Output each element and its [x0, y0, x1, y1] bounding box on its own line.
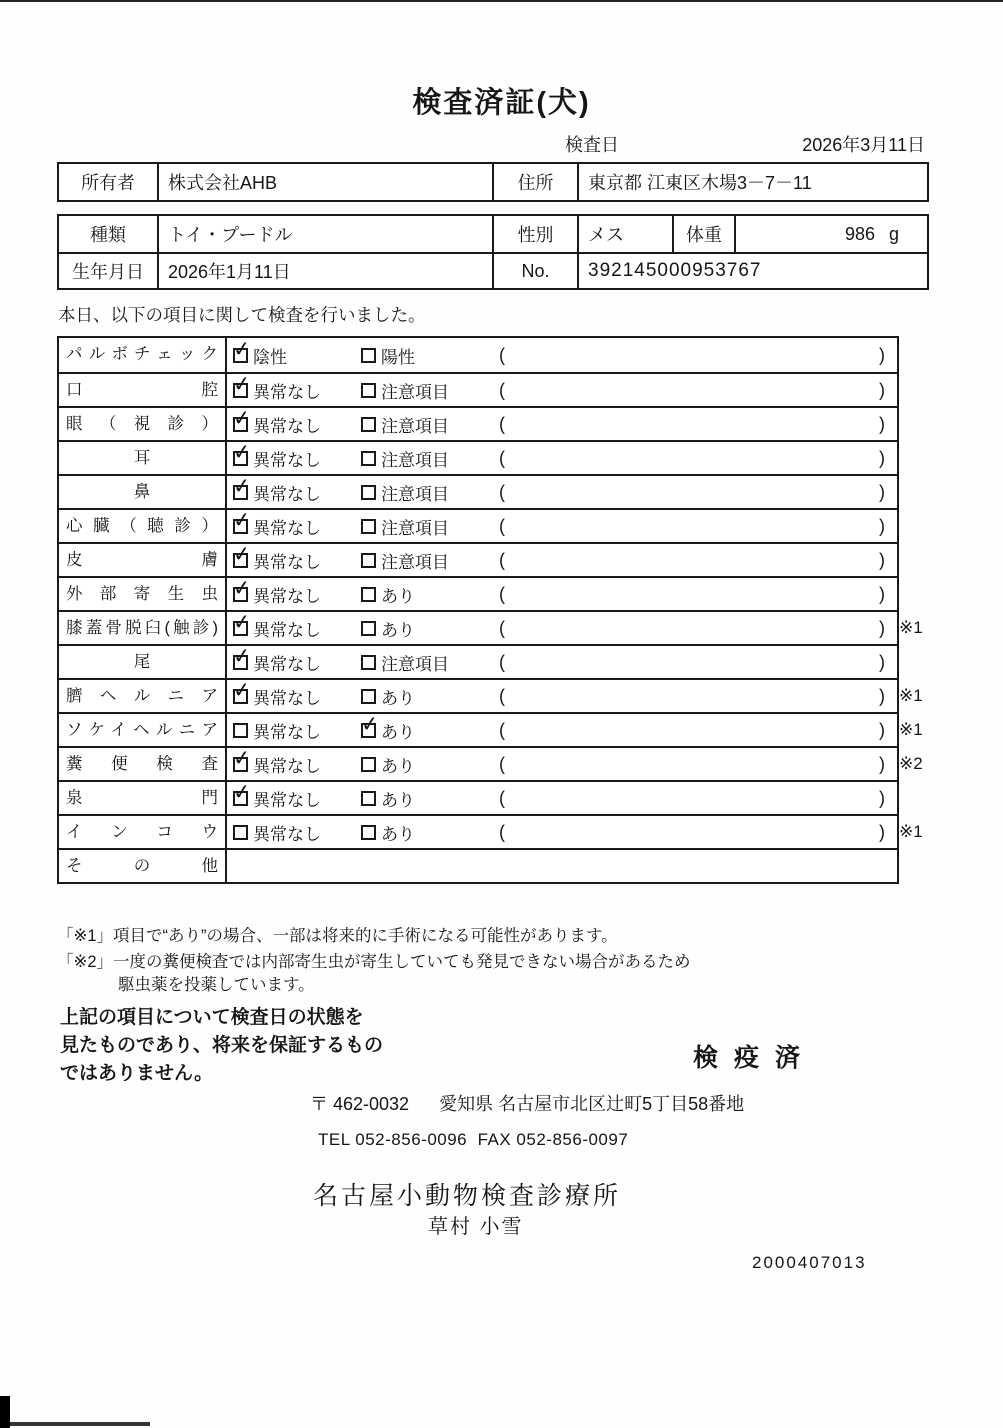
checkbox-label: 異常なし [253, 722, 321, 742]
checklist-row [59, 576, 897, 610]
pet-row-2 [59, 252, 927, 288]
checkbox-unchecked[interactable] [361, 519, 376, 534]
comment-paren-open: ( [499, 617, 505, 638]
checklist-item-label: 鼻 [59, 476, 227, 508]
checkbox-option [233, 446, 361, 471]
comment-paren-close: ) [879, 719, 885, 740]
checkbox-unchecked[interactable] [361, 553, 376, 568]
checklist-row [59, 372, 897, 406]
checkbox-label: あり [381, 586, 415, 606]
checkbox-unchecked[interactable] [361, 587, 376, 602]
comment-paren-close: ) [879, 685, 885, 706]
footnote-mark: ※1 [899, 720, 923, 739]
checkbox-label: 異常なし [253, 756, 321, 776]
comment-paren-open: ( [499, 447, 505, 468]
checkbox-option [361, 343, 499, 368]
checkbox-option [361, 514, 499, 539]
checkbox-unchecked[interactable] [361, 825, 376, 840]
checklist-row [59, 848, 897, 882]
checkbox-checked[interactable] [233, 451, 248, 466]
clinic-address: 愛知県 名古屋市北区辻町5丁目58番地 [439, 1094, 745, 1114]
clinic-address-line [310, 1090, 744, 1116]
inspection-checklist-table [57, 336, 923, 884]
checkbox-checked[interactable] [361, 723, 376, 738]
comment-paren-open: ( [499, 379, 505, 400]
checklist-item-label: 耳 [59, 442, 227, 474]
checkbox-label: 異常なし [253, 382, 321, 402]
checklist-item-label: 心臓（聴診） [59, 510, 227, 542]
checklist-row [59, 814, 923, 848]
checklist-item-label: 尾 [59, 646, 227, 678]
comment-paren-open: ( [499, 821, 505, 842]
checklist-item-label: その他 [59, 850, 227, 882]
checkbox-label: 注意項目 [381, 450, 449, 470]
checklist-row-body [227, 510, 897, 542]
checklist-row [59, 508, 897, 542]
checklist-item-label: パルボチェック [59, 338, 227, 372]
birthdate-label: 生年月日 [72, 262, 144, 282]
checklist-row-body [227, 374, 897, 406]
weight-label: 体重 [672, 216, 734, 252]
checkbox-option [233, 548, 361, 573]
checkbox-label: 異常なし [253, 790, 321, 810]
checkbox-option [361, 616, 499, 641]
checklist-item-label: 膝蓋骨脱臼(触診) [59, 612, 227, 644]
scan-artifact [0, 0, 1003, 2]
checkbox-unchecked[interactable] [361, 757, 376, 772]
comment-paren-close: ) [879, 447, 885, 468]
checkbox-unchecked[interactable] [233, 723, 248, 738]
checkbox-unchecked[interactable] [361, 791, 376, 806]
checkbox-label: あり [381, 824, 415, 844]
checklist-item-label: ソケイヘルニア [59, 714, 227, 746]
checkbox-label: 異常なし [253, 450, 321, 470]
checklist-row-body [227, 748, 897, 780]
checklist-item-label: インコウ [59, 816, 227, 848]
comment-paren-open: ( [499, 651, 505, 672]
checklist-item-label: 皮膚 [59, 544, 227, 576]
checkbox-label: 陽性 [381, 347, 415, 367]
checkbox-label: あり [381, 756, 415, 776]
disclaimer-text [60, 1004, 383, 1088]
owner-label: 所有者 [81, 173, 135, 193]
checkbox-unchecked[interactable] [233, 825, 248, 840]
checkbox-option [361, 480, 499, 505]
checkbox-unchecked[interactable] [361, 451, 376, 466]
checklist-row-body [227, 816, 897, 848]
checkbox-option [361, 684, 499, 709]
comment-paren-close: ) [879, 413, 885, 434]
checkbox-option [361, 412, 499, 437]
disclaimer-line-1: 上記の項目について検査日の状態を [60, 1007, 364, 1028]
certificate-no-value: 392145000953767 [577, 254, 927, 288]
checkbox-option [361, 650, 499, 675]
comment-paren-close: ) [879, 379, 885, 400]
comment-paren-open: ( [499, 344, 505, 365]
checkbox-checked[interactable] [233, 621, 248, 636]
checkbox-label: あり [381, 620, 415, 640]
quarantine-stamp: 検疫済 [693, 1044, 817, 1072]
checkbox-option [233, 412, 361, 437]
owner-row [59, 164, 927, 200]
checkbox-unchecked[interactable] [361, 348, 376, 363]
address-label: 住所 [492, 164, 577, 200]
checklist-row [59, 712, 923, 746]
footnote-mark: ※1 [899, 822, 923, 841]
checklist-row-body [227, 338, 897, 372]
breed-label: 種類 [90, 225, 126, 245]
address-value: 東京都 江東区木場3－7－11 [577, 164, 927, 200]
checklist-row [59, 542, 897, 576]
checkbox-label: 異常なし [253, 654, 321, 674]
checklist-row [59, 780, 897, 814]
breed-value: トイ・プードル [157, 216, 492, 252]
footnote-mark: ※2 [899, 754, 923, 773]
comment-paren-open: ( [499, 583, 505, 604]
checkbox-label: 注意項目 [381, 654, 449, 674]
checkbox-label: 異常なし [253, 688, 321, 708]
checkbox-checked[interactable] [233, 417, 248, 432]
checkbox-label: あり [381, 790, 415, 810]
birthdate-value: 2026年1月11日 [157, 254, 492, 288]
weight-unit: g [888, 223, 899, 244]
comment-paren-open: ( [499, 753, 505, 774]
owner-value: 株式会社AHB [157, 164, 492, 200]
checkbox-option [361, 446, 499, 471]
checkbox-label: 異常なし [253, 484, 321, 504]
checkbox-label: 注意項目 [381, 416, 449, 436]
comment-paren-open: ( [499, 515, 505, 536]
checkbox-option [233, 752, 361, 777]
owner-info-table [57, 162, 929, 202]
checkbox-unchecked[interactable] [361, 485, 376, 500]
examiner-name: 草村 小雪 [428, 1216, 524, 1238]
checkbox-checked[interactable] [233, 348, 248, 363]
checklist-row-body [227, 442, 897, 474]
comment-paren-close: ) [879, 583, 885, 604]
clinic-postal-code: 〒 462-0032 [310, 1094, 410, 1114]
checklist-item-label: 臍ヘルニア [59, 680, 227, 712]
comment-paren-close: ) [879, 617, 885, 638]
checklist-row-body [227, 782, 897, 814]
checkbox-label: 注意項目 [381, 518, 449, 538]
checkbox-checked[interactable] [233, 383, 248, 398]
checkbox-option [233, 616, 361, 641]
footnote-2-line-2: 駆虫薬を投薬しています。 [118, 976, 315, 994]
checklist-row [59, 678, 923, 712]
weight-value: 986 [844, 223, 875, 244]
checkbox-checked[interactable] [233, 553, 248, 568]
checkbox-checked[interactable] [233, 791, 248, 806]
checkbox-checked[interactable] [233, 689, 248, 704]
checkbox-option [361, 548, 499, 573]
checkbox-option [233, 582, 361, 607]
checkbox-option [233, 820, 361, 845]
checklist-row-body [227, 680, 897, 712]
comment-paren-open: ( [499, 719, 505, 740]
checkbox-option [233, 684, 361, 709]
checkbox-checked[interactable] [233, 519, 248, 534]
checklist-row-body [227, 850, 897, 882]
checkbox-option [361, 718, 499, 743]
comment-paren-open: ( [499, 685, 505, 706]
sex-label: 性別 [492, 216, 577, 252]
footnote-mark: ※1 [899, 686, 923, 705]
checklist-row-body [227, 476, 897, 508]
comment-paren-close: ) [879, 549, 885, 570]
clinic-name: 名古屋小動物検査診療所 [313, 1182, 622, 1210]
inspection-date-label: 検査日 [565, 135, 619, 155]
checkbox-option [361, 786, 499, 811]
inspection-date-row [565, 131, 925, 157]
checkbox-label: 異常なし [253, 824, 321, 844]
checklist-item-label: 泉門 [59, 782, 227, 814]
checkbox-unchecked[interactable] [361, 689, 376, 704]
certificate-no-label: No. [492, 254, 577, 288]
document-number: 2000407013 [752, 1253, 867, 1272]
checkbox-option [361, 378, 499, 403]
checklist-row-body [227, 408, 897, 440]
checkbox-checked[interactable] [233, 485, 248, 500]
checkbox-checked[interactable] [233, 655, 248, 670]
checklist-item-label: 眼（視診） [59, 408, 227, 440]
checklist-row [59, 338, 897, 372]
checklist-row-body [227, 612, 897, 644]
checkbox-unchecked[interactable] [361, 655, 376, 670]
comment-paren-open: ( [499, 481, 505, 502]
checkbox-label: 注意項目 [381, 552, 449, 572]
checkbox-label: 異常なし [253, 552, 321, 572]
comment-paren-open: ( [499, 549, 505, 570]
checkbox-option [233, 343, 361, 368]
checklist-row [59, 746, 923, 780]
sex-value: メス [577, 216, 672, 252]
checklist-item-label: 糞便検査 [59, 748, 227, 780]
pet-row-1 [59, 216, 927, 252]
checkbox-checked[interactable] [233, 757, 248, 772]
disclaimer-line-3: ではありません。 [60, 1063, 214, 1084]
checkbox-option [233, 480, 361, 505]
checkbox-label: 陰性 [253, 347, 287, 367]
comment-paren-close: ) [879, 821, 885, 842]
intro-text: 本日、以下の項目に関して検査を行いました。 [58, 305, 426, 325]
checklist-row [59, 440, 897, 474]
checkbox-label: あり [381, 688, 415, 708]
checkbox-unchecked[interactable] [361, 383, 376, 398]
comment-paren-close: ) [879, 481, 885, 502]
comment-paren-close: ) [879, 344, 885, 365]
checkbox-option [361, 752, 499, 777]
footnote-1: 「※1」項目で“あり”の場合、一部は将来的に手術になる可能性があります。 [57, 927, 618, 945]
inspection-date-value: 2026年3月11日 [802, 135, 925, 155]
checkbox-option [233, 786, 361, 811]
checklist-row-body [227, 714, 897, 746]
checklist-item-label: 外部寄生虫 [59, 578, 227, 610]
checkbox-option [233, 718, 361, 743]
comment-paren-close: ) [879, 753, 885, 774]
checklist-row [59, 406, 897, 440]
checkbox-label: 異常なし [253, 416, 321, 436]
checkbox-option [233, 514, 361, 539]
scan-artifact [0, 1422, 150, 1426]
checklist-row-body [227, 544, 897, 576]
checklist-row [59, 474, 897, 508]
checkbox-label: 異常なし [253, 586, 321, 606]
disclaimer-line-2: 見たものであり、将来を保証するもの [60, 1035, 384, 1056]
comment-paren-open: ( [499, 413, 505, 434]
checkbox-option [361, 582, 499, 607]
checklist-row [59, 644, 897, 678]
checkbox-option [233, 378, 361, 403]
comment-paren-close: ) [879, 787, 885, 808]
comment-paren-close: ) [879, 651, 885, 672]
checklist-row-body [227, 578, 897, 610]
weight-cell [734, 216, 927, 252]
checkbox-label: 注意項目 [381, 382, 449, 402]
comment-paren-open: ( [499, 787, 505, 808]
footnote-mark: ※1 [899, 618, 923, 637]
checkbox-checked[interactable] [233, 587, 248, 602]
clinic-tel-fax: TEL 052-856-0096 FAX 052-856-0097 [318, 1130, 629, 1149]
comment-paren-close: ) [879, 515, 885, 536]
checkbox-unchecked[interactable] [361, 417, 376, 432]
checkbox-label: 異常なし [253, 518, 321, 538]
checklist-row-body [227, 646, 897, 678]
checkbox-option [361, 820, 499, 845]
checkbox-label: あり [381, 722, 415, 742]
footnote-2-line-1: 「※2」一度の糞便検査では内部寄生虫が寄生していても発見できない場合があるため [57, 953, 691, 971]
checkbox-label: 注意項目 [381, 484, 449, 504]
checkbox-option [233, 650, 361, 675]
checklist-item-label: 口腔 [59, 374, 227, 406]
checkbox-label: 異常なし [253, 620, 321, 640]
checkbox-unchecked[interactable] [361, 621, 376, 636]
pet-info-table [57, 214, 929, 290]
checklist-row [59, 610, 923, 644]
page-title: 検査済証(犬) [412, 87, 591, 119]
